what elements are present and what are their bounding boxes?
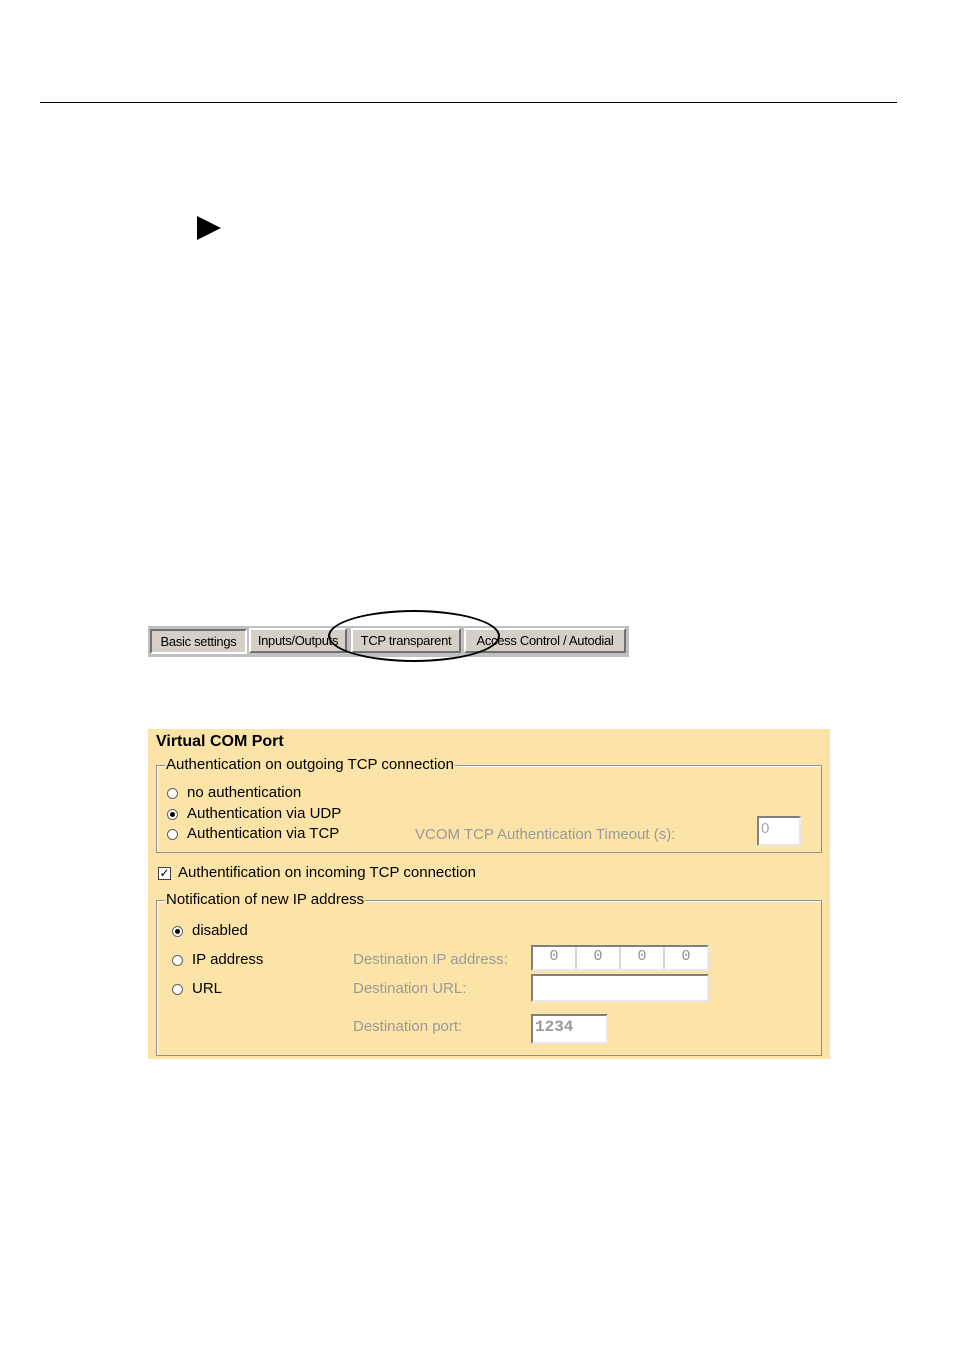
radio-no-auth[interactable] — [167, 784, 301, 802]
radio-ip-address[interactable] — [172, 951, 263, 969]
virtual-com-port-panel — [148, 729, 830, 1059]
radio-ip-address-label: IP address — [192, 951, 264, 968]
radio-disabled-button[interactable] — [172, 926, 183, 937]
radio-auth-tcp-label: Authentication via TCP — [187, 825, 340, 842]
radio-no-auth-label: no authentication — [187, 784, 302, 801]
header-rule — [40, 102, 897, 103]
radio-url-label: URL — [192, 980, 223, 997]
tab-basic-settings[interactable]: Basic settings — [150, 629, 247, 654]
radio-ip-address-button[interactable] — [172, 955, 183, 966]
tab-tcp-transparent[interactable]: TCP transparent — [351, 628, 461, 653]
radio-disabled-label: disabled — [192, 922, 248, 939]
notification-group — [156, 891, 822, 1056]
tab-bar — [148, 626, 629, 657]
radio-disabled[interactable] — [172, 922, 248, 940]
radio-no-auth-button[interactable] — [167, 788, 178, 799]
panel-title: Virtual COM Port — [156, 733, 284, 750]
radio-auth-udp-label: Authentication via UDP — [187, 805, 342, 822]
incoming-auth-checkbox-row[interactable] — [158, 864, 476, 882]
dest-url-label: Destination URL: — [353, 980, 467, 997]
timeout-label: VCOM TCP Authentication Timeout (s): — [415, 826, 676, 843]
dest-port-label: Destination port: — [353, 1018, 463, 1035]
ip-octet-3[interactable]: 0 — [621, 947, 665, 969]
dest-ip-label: Destination IP address: — [353, 951, 508, 968]
radio-auth-tcp-button[interactable] — [167, 829, 178, 840]
ip-octet-4[interactable]: 0 — [681, 948, 691, 965]
radio-url[interactable] — [172, 980, 222, 998]
radio-url-button[interactable] — [172, 984, 183, 995]
tab-inputs-outputs[interactable]: Inputs/Outputs — [249, 628, 347, 653]
ip-octet-1[interactable]: 0 — [533, 947, 577, 969]
radio-auth-udp-button[interactable] — [167, 809, 178, 820]
radio-auth-udp[interactable] — [167, 805, 341, 823]
notification-legend: Notification of new IP address — [166, 891, 365, 908]
radio-auth-tcp[interactable] — [167, 825, 339, 843]
incoming-auth-label: Authentification on incoming TCP connection — [178, 864, 476, 881]
ip-octet-2[interactable]: 0 — [577, 947, 621, 969]
outgoing-auth-group — [156, 756, 822, 853]
incoming-auth-checkbox[interactable]: ✓ — [159, 865, 170, 880]
timeout-input[interactable]: 0 — [757, 816, 801, 846]
dest-url-input[interactable] — [531, 974, 709, 1002]
tab-access-control-autodial[interactable]: Access Control / Autodial — [464, 628, 626, 653]
outgoing-auth-legend: Authentication on outgoing TCP connection — [166, 756, 454, 773]
dest-port-input[interactable]: 1234 — [531, 1014, 608, 1044]
dest-ip-input[interactable] — [531, 945, 709, 971]
play-arrow-icon — [197, 216, 221, 240]
